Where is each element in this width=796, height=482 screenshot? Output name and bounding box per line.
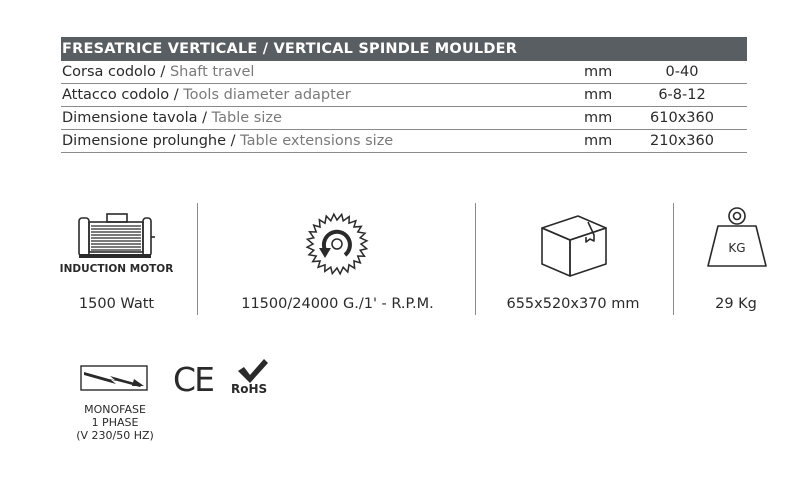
spec-label xyxy=(62,130,393,153)
spec-label-en: Table size xyxy=(211,110,282,126)
spec-row-tools-adapter xyxy=(61,84,747,107)
motor-type-label: INDUCTION MOTOR xyxy=(59,263,174,275)
rotation-arrowhead xyxy=(319,248,331,258)
saw-blade-icon xyxy=(305,212,369,276)
motor-icon xyxy=(77,210,157,262)
rohs-label: RoHS xyxy=(231,382,268,396)
spec-label-en: Table extensions size xyxy=(240,133,394,149)
spec-label-en: Tools diameter adapter xyxy=(183,87,351,103)
spec-label-it: Attacco codolo xyxy=(62,87,170,103)
spec-label xyxy=(62,107,282,130)
speed-value: 11500/24000 G./1' - R.P.M. xyxy=(241,296,434,312)
motor-power-value: 1500 Watt xyxy=(78,296,155,312)
spec-label-en: Shaft travel xyxy=(169,64,255,80)
spec-table xyxy=(61,37,747,153)
spec-label-separator: / xyxy=(197,110,212,126)
spec-unit: mm xyxy=(584,87,613,103)
single-phase-icon xyxy=(80,365,148,391)
weight-icon xyxy=(704,204,770,270)
ce-mark-label: CE xyxy=(173,362,213,394)
spec-value: 210x360 xyxy=(650,133,714,149)
weight-icon-label: KG xyxy=(728,241,746,255)
box-icon xyxy=(538,208,610,280)
feature-dimensions xyxy=(488,200,658,320)
spec-value: 0-40 xyxy=(665,64,699,80)
phase-line-en: 1 PHASE xyxy=(91,416,139,429)
feature-speed xyxy=(210,200,465,320)
spec-label-separator: / xyxy=(226,133,241,149)
feature-divider xyxy=(197,203,198,315)
spec-unit: mm xyxy=(584,110,613,126)
spec-unit: mm xyxy=(584,64,613,80)
feature-motor xyxy=(58,200,178,320)
spec-label-separator: / xyxy=(169,87,184,103)
feature-divider xyxy=(475,203,476,315)
saw-blade-outline xyxy=(307,214,367,274)
dimensions-value: 655x520x370 mm xyxy=(506,296,640,312)
spec-label xyxy=(62,61,254,84)
spec-row-table-size xyxy=(61,107,747,130)
spec-value: 610x360 xyxy=(650,110,714,126)
feature-divider xyxy=(673,203,674,315)
spec-unit: mm xyxy=(584,133,613,149)
rohs-check-icon xyxy=(234,357,270,383)
spec-row-shaft-travel xyxy=(61,61,747,84)
spec-label-it: Dimensione prolunghe xyxy=(62,133,227,149)
phase-line-it: MONOFASE xyxy=(84,403,146,416)
phase-label xyxy=(55,403,175,442)
weight-value: 29 Kg xyxy=(715,296,757,312)
spec-table-header: FRESATRICE VERTICALE / VERTICAL SPINDLE MOULDER xyxy=(61,37,747,61)
spec-label-it: Dimensione tavola xyxy=(62,110,198,126)
ce-mark-icon xyxy=(169,362,217,394)
phase-line-voltage: (V 230/50 HZ) xyxy=(76,429,154,442)
saw-blade-hub xyxy=(332,239,342,249)
feature-weight xyxy=(688,200,784,320)
spec-label-it: Corsa codolo xyxy=(62,64,156,80)
spec-label xyxy=(62,84,351,107)
spec-label-separator: / xyxy=(155,64,170,80)
spec-row-table-extensions xyxy=(61,130,747,153)
spec-value: 6-8-12 xyxy=(658,87,706,103)
